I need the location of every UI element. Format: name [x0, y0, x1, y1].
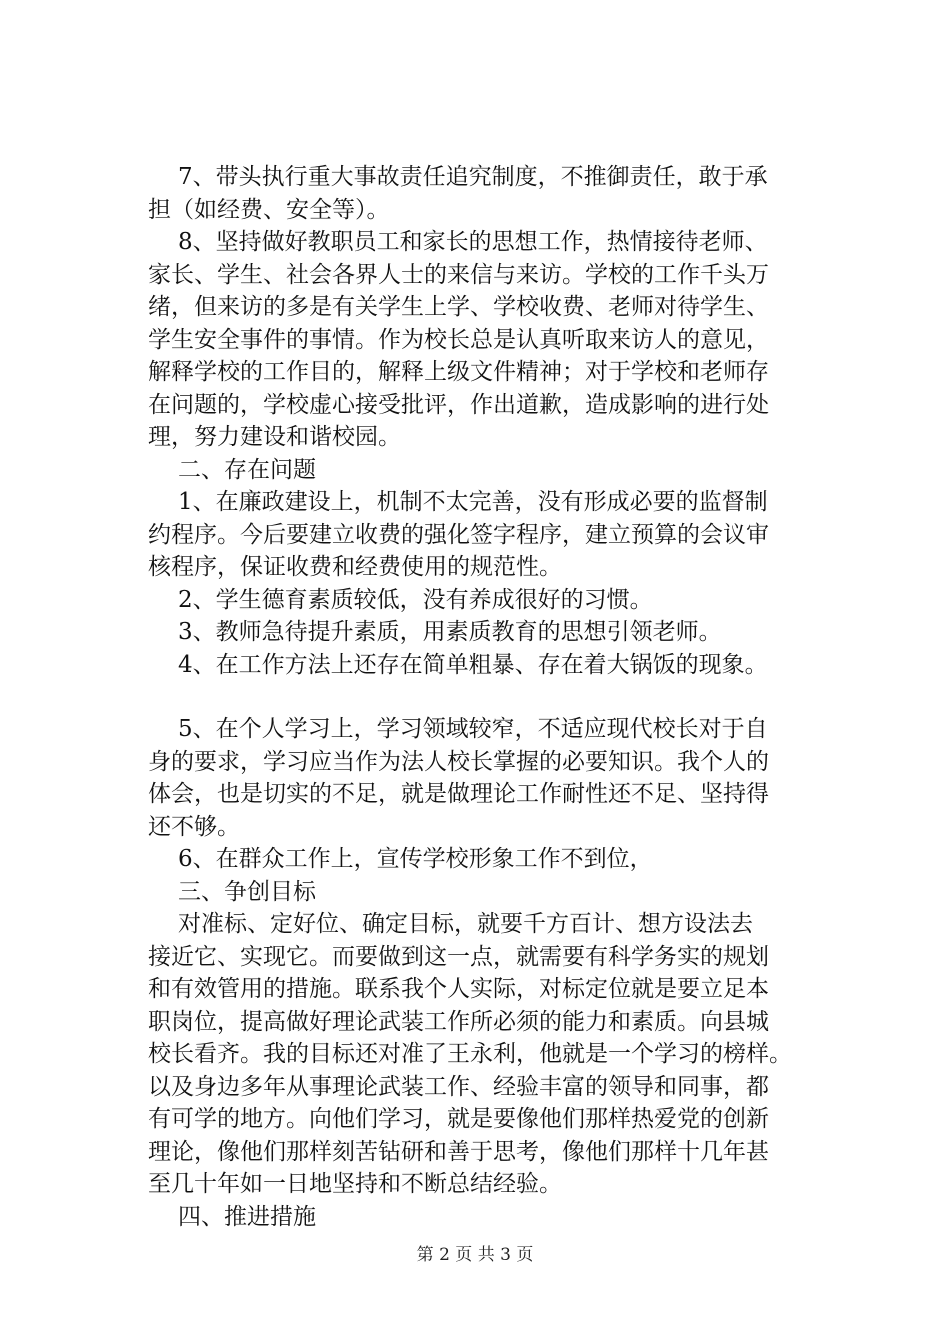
section-heading: 四、推进措施 — [178, 1204, 316, 1230]
text-line: 3、教师急待提升素质，用素质教育的思想引领老师。 — [178, 619, 722, 645]
text-line: 校长看齐。我的目标还对准了王永利，他就是一个学习的榜样。 — [148, 1041, 792, 1067]
text-line: 7、带头执行重大事故责任追究制度，不推御责任，敢于承 — [178, 164, 768, 190]
page-footer: 第 2 页 共 3 页 — [416, 1245, 534, 1265]
text-line: 解释学校的工作目的，解释上级文件精神；对于学校和老师存 — [148, 359, 769, 385]
text-line: 还不够。 — [148, 814, 240, 840]
text-line: 身的要求，学习应当作为法人校长掌握的必要知识。我个人的 — [148, 749, 769, 775]
section-heading: 二、存在问题 — [178, 457, 316, 483]
text-line: 核程序，保证收费和经费使用的规范性。 — [148, 554, 562, 580]
text-line: 担（如经费、安全等）。 — [148, 197, 390, 223]
text-line: 接近它、实现它。而要做到这一点，就需要有科学务实的规划 — [148, 944, 769, 970]
text-line: 在问题的，学校虚心接受批评，作出道歉，造成影响的进行处 — [148, 392, 769, 418]
text-line: 和有效管用的措施。联系我个人实际，对标定位就是要立足本 — [148, 976, 769, 1002]
text-line: 体会，也是切实的不足，就是做理论工作耐性还不足、坚持得 — [148, 781, 769, 807]
text-line: 以及身边多年从事理论武装工作、经验丰富的领导和同事，都 — [148, 1074, 769, 1100]
text-line: 1、在廉政建设上，机制不太完善，没有形成必要的监督制 — [178, 489, 768, 515]
text-line: 有可学的地方。向他们学习，就是要像他们那样热爱党的创新 — [148, 1106, 769, 1132]
text-line: 8、坚持做好教职员工和家长的思想工作，热情接待老师、 — [178, 229, 768, 255]
text-line: 职岗位，提高做好理论武装工作所必须的能力和素质。向县城 — [148, 1009, 769, 1035]
text-line: 约程序。今后要建立收费的强化签字程序，建立预算的会议审 — [148, 522, 769, 548]
text-line: 对准标、定好位、确定目标，就要千方百计、想方设法去 — [178, 911, 753, 937]
text-line: 家长、学生、社会各界人士的来信与来访。学校的工作千头万 — [148, 262, 769, 288]
text-line: 学生安全事件的事情。作为校长总是认真听取来访人的意见， — [148, 327, 769, 353]
text-line: 理论，像他们那样刻苦钻研和善于思考，像他们那样十几年甚 — [148, 1139, 769, 1165]
text-line: 2、学生德育素质较低，没有养成很好的习惯。 — [178, 587, 653, 613]
text-line: 绪，但来访的多是有关学生上学、学校收费、老师对待学生、 — [148, 294, 769, 320]
text-line: 理，努力建设和谐校园。 — [148, 424, 401, 450]
text-line: 5、在个人学习上，学习领域较窄，不适应现代校长对于自 — [178, 716, 768, 742]
text-line: 4、在工作方法上还存在简单粗暴、存在着大锅饭的现象。 — [178, 652, 768, 678]
section-heading: 三、争创目标 — [178, 879, 316, 905]
text-line: 6、在群众工作上，宣传学校形象工作不到位， — [178, 846, 653, 872]
text-line: 至几十年如一日地坚持和不断总结经验。 — [148, 1171, 562, 1197]
